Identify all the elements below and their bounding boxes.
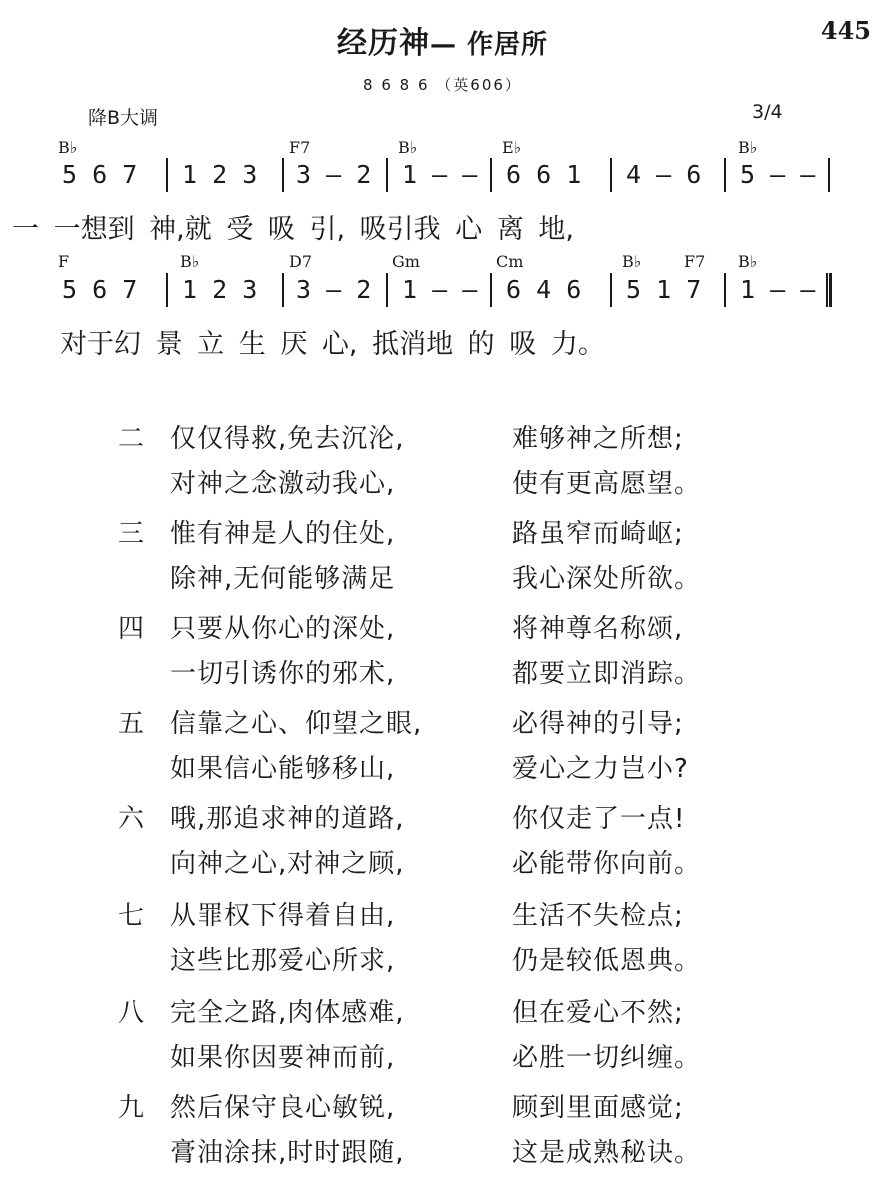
title-sub: — 作居所	[429, 30, 549, 60]
verse-line: 膏油涂抹,时时跟随,	[170, 1138, 405, 1168]
verse-line: 必能带你向前。	[512, 849, 702, 879]
barline	[490, 158, 492, 192]
verse-line: 我心深处所欲。	[512, 564, 702, 594]
barline	[282, 273, 284, 307]
measure: 3 – 2	[296, 275, 372, 304]
verse-number: 六	[118, 804, 145, 834]
barline	[386, 273, 388, 307]
hymn-number: 445	[820, 16, 871, 45]
measure: 4 – 6	[626, 160, 702, 189]
verse-line: 惟有神是人的住处,	[170, 519, 396, 549]
chord: F	[58, 252, 70, 271]
barline	[166, 158, 168, 192]
verse-line: 完全之路,肉体感难,	[170, 998, 405, 1028]
chord: B♭	[180, 252, 200, 271]
measure: 1 2 3	[182, 160, 258, 189]
verse-line: 如果你因要神而前,	[170, 1043, 396, 1073]
verse-line: 必胜一切纠缠。	[512, 1043, 702, 1073]
barline	[166, 273, 168, 307]
measure: 1 – –	[402, 160, 478, 189]
verse-number: 七	[118, 901, 145, 931]
barline	[828, 158, 830, 192]
chord: B♭	[738, 138, 758, 157]
chord: D7	[289, 252, 313, 271]
measure: 1 – –	[740, 275, 816, 304]
verse-line: 你仅走了一点!	[512, 804, 686, 834]
lyrics-line: 一 一想到 神,就 受 吸 引, 吸引我 心 离 地,	[12, 214, 574, 245]
verse-line: 对神之念激动我心,	[170, 469, 396, 499]
verse-line: 仅仅得救,免去沉沦,	[170, 424, 405, 454]
verse-line: 都要立即消踪。	[512, 659, 702, 689]
chord: Gm	[392, 252, 420, 271]
measure: 1 2 3	[182, 275, 258, 304]
measure: 1 – –	[402, 275, 478, 304]
verse-line: 但在爱心不然;	[512, 998, 684, 1028]
verse-line: 从罪权下得着自由,	[170, 901, 396, 931]
measure: 5 6 7	[62, 275, 138, 304]
barline	[610, 273, 612, 307]
lyrics-line: 对于幻 景 立 生 厌 心, 抵消地 的 吸 力。	[60, 329, 605, 360]
verse-line: 路虽窄而崎岖;	[512, 519, 684, 549]
verse-number: 三	[118, 519, 145, 549]
measure: 5 1 7	[626, 275, 702, 304]
final-barline	[826, 273, 832, 307]
verse-line: 然后保守良心敏锐,	[170, 1093, 396, 1123]
meter: 8 6 8 6 （英606）	[363, 76, 522, 94]
chord: B♭	[398, 138, 418, 157]
verse-line: 只要从你心的深处,	[170, 614, 396, 644]
measure: 6 6 1	[506, 160, 582, 189]
verse-number: 二	[118, 424, 145, 454]
verse-line: 生活不失检点;	[512, 901, 684, 931]
verse-line: 必得神的引导;	[512, 709, 684, 739]
time-signature: 3/4	[752, 101, 783, 123]
chord: E♭	[502, 138, 522, 157]
verse-line: 这是成熟秘诀。	[512, 1138, 702, 1168]
verse-number: 八	[118, 998, 145, 1028]
chord: Cm	[496, 252, 524, 271]
verse-line: 这些比那爱心所求,	[170, 946, 396, 976]
verse-line: 仍是较低恩典。	[512, 946, 702, 976]
verse-line: 哦,那追求神的道路,	[170, 804, 405, 834]
measure: 3 – 2	[296, 160, 372, 189]
chord: F7	[289, 138, 311, 157]
verse-number: 四	[118, 614, 145, 644]
key-signature: 降B大调	[88, 107, 159, 129]
verse-line: 使有更高愿望。	[512, 469, 702, 499]
verse-number: 五	[118, 709, 145, 739]
verse-line: 如果信心能够移山,	[170, 754, 396, 784]
title-main: 经历神	[336, 26, 430, 61]
verse-number: 九	[118, 1093, 145, 1123]
barline	[282, 158, 284, 192]
verse-line: 将神尊名称颂,	[512, 614, 684, 644]
verse-line: 除神,无何能够满足	[170, 564, 396, 594]
chord: B♭	[58, 138, 78, 157]
chord: B♭	[622, 252, 642, 271]
verse-line: 难够神之所想;	[512, 424, 684, 454]
verse-line: 一切引诱你的邪术,	[170, 659, 396, 689]
measure: 5 – –	[740, 160, 816, 189]
barline	[386, 158, 388, 192]
verse-line: 爱心之力岂小?	[512, 754, 689, 784]
chord: B♭	[738, 252, 758, 271]
barline	[490, 273, 492, 307]
measure: 6 4 6	[506, 275, 582, 304]
measure: 5 6 7	[62, 160, 138, 189]
barline	[724, 158, 726, 192]
chord: F7	[684, 252, 706, 271]
barline	[724, 273, 726, 307]
hymn-title	[0, 18, 885, 62]
verse-line: 顾到里面感觉;	[512, 1093, 684, 1123]
verse-line: 向神之心,对神之顾,	[170, 849, 405, 879]
verse-line: 信靠之心、仰望之眼,	[170, 709, 423, 739]
barline	[610, 158, 612, 192]
